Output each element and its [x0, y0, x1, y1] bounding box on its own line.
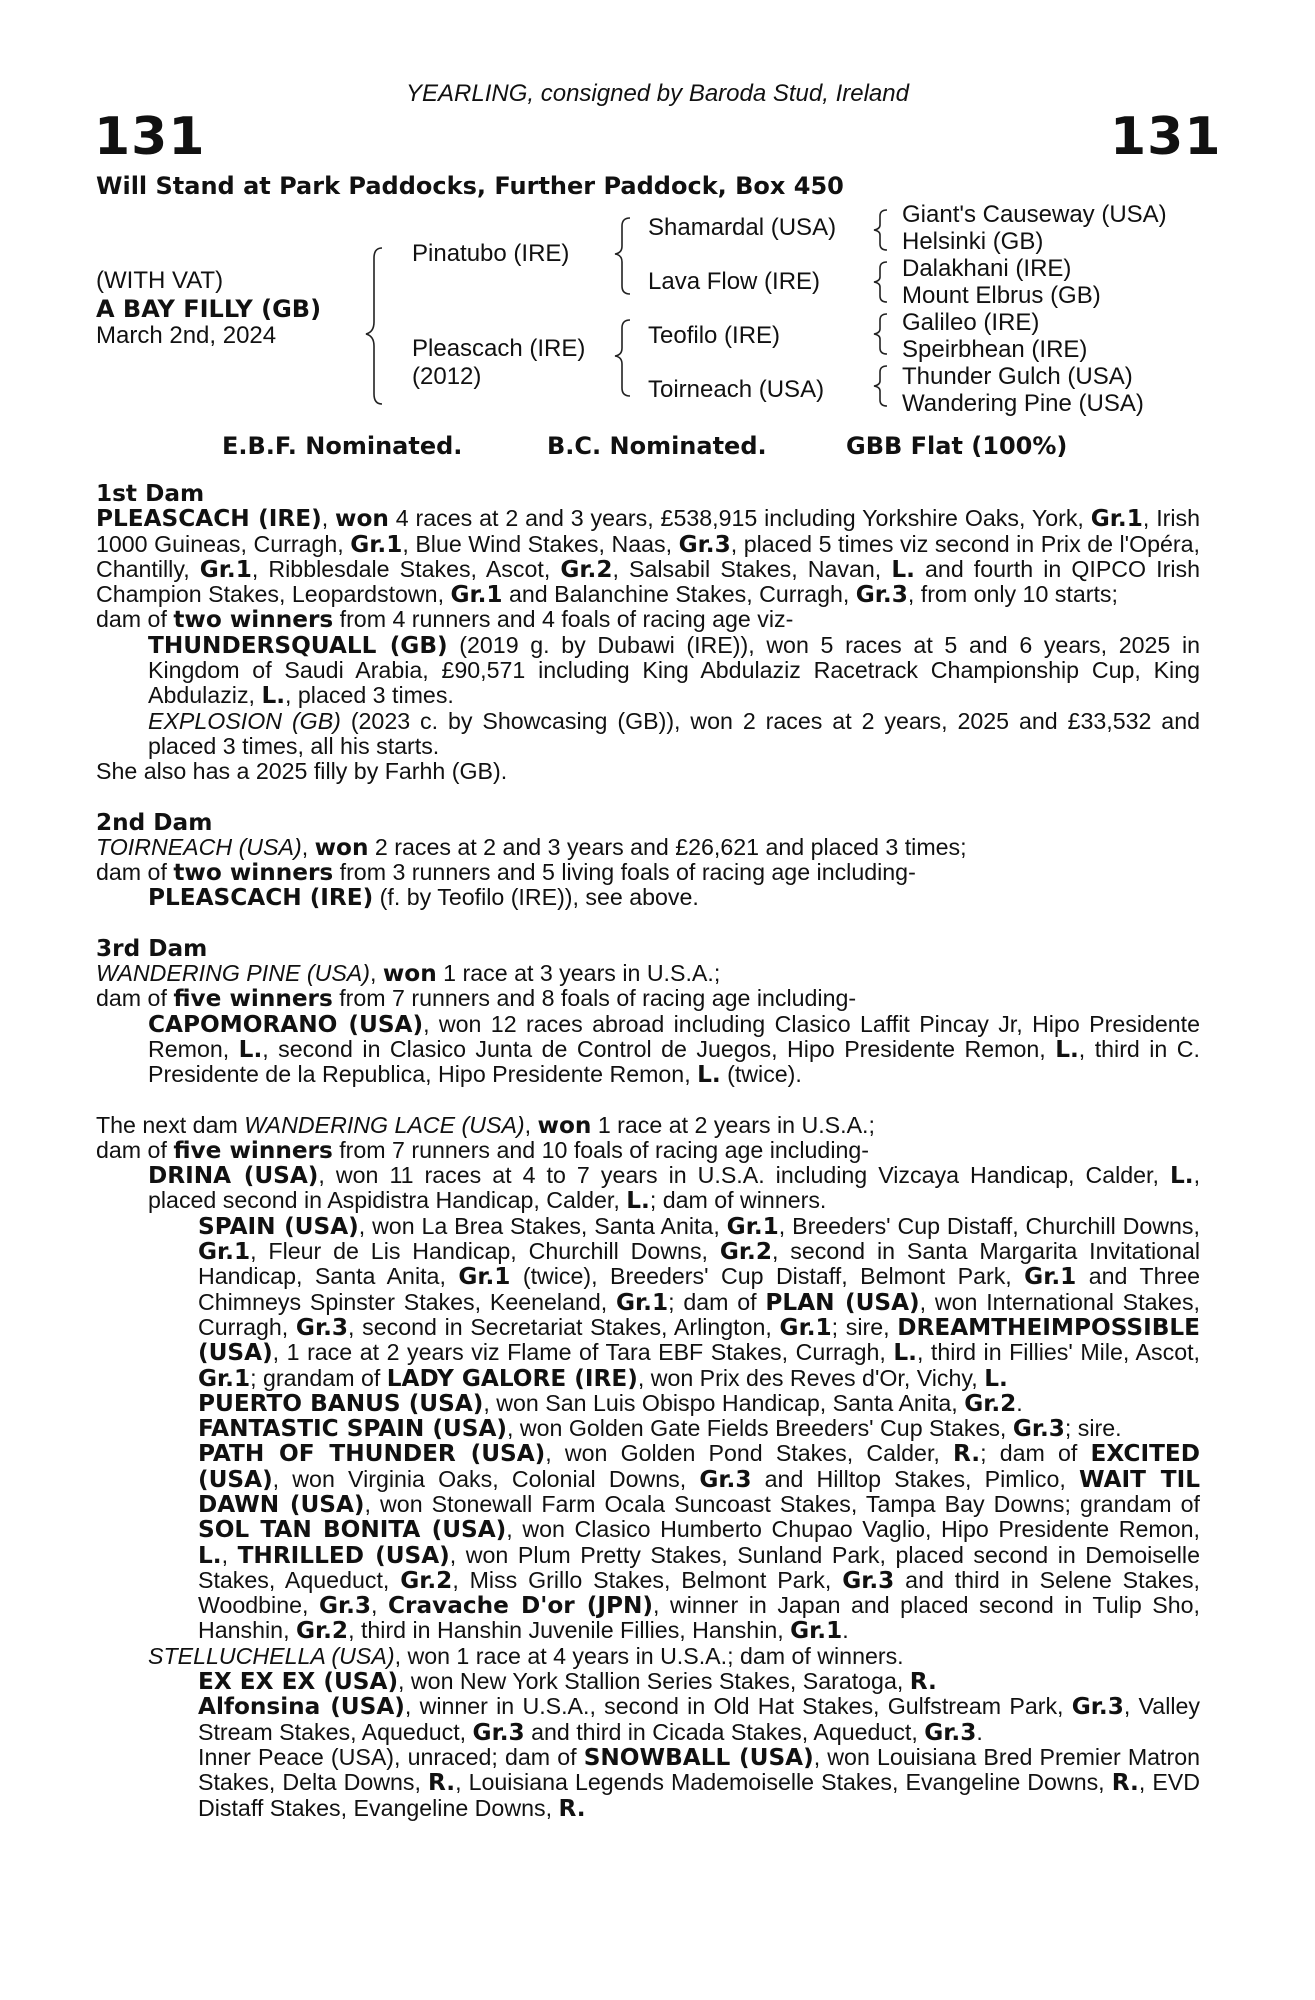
produce-thundersquall: THUNDERSQUALL (GB) (2019 g. by Dubawi (IRE)), won 5 races at 5 and 6 years, 2025 in Kingdom of Saudi Arabia, £90,571 including King Abdulaziz Racetrack Championship Cup, King Abdulaziz, L., placed 3 times.: [148, 631, 1200, 710]
section-heading-3rd-dam: 3rd Dam: [96, 934, 208, 962]
sire-sire: Shamardal (USA): [648, 214, 837, 241]
section-heading-2nd-dam: 2nd Dam: [96, 808, 213, 836]
first-dam-paragraph: PLEASCACH (IRE), won 4 races at 2 and 3 years, £538,915 including Yorkshire Oaks, York, Gr.1, Irish 1000 Guineas, Curragh, Gr.1, Blue Wind Stakes, Naas, Gr.3, placed 5 times viz second in Prix de l'Opéra, Chantilly, Gr.1, Ribblesdale Stakes, Ascot, Gr.2, Salsabil Stakes, Navan, L. and fourth in QIPCO Irish Champion Stakes, Leopardstown, Gr.1 and Balanchine Stakes, Curragh, Gr.3, from only 10 starts;: [96, 505, 1200, 609]
catalogue-body: [96, 481, 1200, 1821]
produce-alfonsina: Alfonsina (USA), winner in U.S.A., second in Old Hat Stakes, Gulfstream Park, Gr.3, Valley Stream Stakes, Aqueduct, Gr.3 and third in Cicada Stakes, Aqueduct, Gr.3.: [198, 1693, 1200, 1746]
lot-number-left: 131: [94, 107, 206, 167]
ancestor-1: Giant's Causeway (USA): [902, 201, 1167, 228]
vat-note: (WITH VAT): [96, 267, 224, 294]
dam-sire: Teofilo (IRE): [648, 322, 781, 349]
produce-spain: SPAIN (USA), won La Brea Stakes, Santa Anita, Gr.1, Breeders' Cup Distaff, Churchill Downs, Gr.1, Fleur de Lis Handicap, Churchill Downs, Gr.2, second in Santa Margarita Invitational Handicap, Santa Anita, Gr.1 (twice), Breeders' Cup Distaff, Belmont Park, Gr.1 and Three Chimneys Spinster Stakes, Keeneland, Gr.1; dam of PLAN (USA), won International Stakes, Curragh, Gr.3, second in Secretariat Stakes, Arlington, Gr.1; sire, DREAMTHEIMPOSSIBLE (USA), 1 race at 2 years viz Flame of Tara EBF Stakes, Curragh, L., third in Fillies' Mile, Ascot, Gr.1; grandam of LADY GALORE (IRE), won Prix des Reves d'Or, Vichy, L.: [198, 1212, 1201, 1392]
ancestor-3: Dalakhani (IRE): [902, 255, 1072, 282]
second-dam-paragraph: TOIRNEACH (USA), won 2 races at 2 and 3 years and £26,621 and placed 3 times;: [96, 833, 967, 861]
ancestor-7: Thunder Gulch (USA): [902, 363, 1133, 390]
produce-drina: DRINA (USA), won 11 races at 4 to 7 years in U.S.A. including Vizcaya Handicap, Calder, L., placed second in Aspidistra Handicap, Calder, L.; dam of winners.: [148, 1162, 1201, 1215]
produce-pleascach: PLEASCACH (IRE) (f. by Teofilo (IRE)), see above.: [148, 884, 699, 912]
ancestor-2: Helsinki (GB): [902, 228, 1044, 255]
second-dam-produce-intro: dam of two winners from 3 runners and 5 living foals of racing age including-: [96, 859, 916, 887]
dam-year: (2012): [412, 363, 482, 390]
first-dam-produce-intro: dam of two winners from 4 runners and 4 foals of racing age viz-: [96, 606, 794, 634]
third-dam-produce-intro: dam of five winners from 7 runners and 8 foals of racing age including-: [96, 985, 857, 1013]
next-dam-paragraph: The next dam WANDERING LACE (USA), won 1 race at 2 years in U.S.A.;: [96, 1111, 875, 1139]
next-dam-produce-intro: dam of five winners from 7 runners and 10 foals of racing age including-: [96, 1136, 869, 1164]
ancestor-5: Galileo (IRE): [902, 309, 1040, 336]
produce-fantastic-spain: FANTASTIC SPAIN (USA), won Golden Gate Fields Breeders' Cup Stakes, Gr.3; sire.: [198, 1415, 1122, 1443]
consignment-line: YEARLING, consigned by Baroda Stud, Ireland: [406, 80, 909, 107]
third-dam-paragraph: WANDERING PINE (USA), won 1 race at 3 years in U.S.A.;: [96, 960, 721, 988]
produce-ex-ex-ex: EX EX EX (USA), won New York Stallion Series Stakes, Saratoga, R.: [198, 1668, 937, 1696]
sire-name: Pinatubo (IRE): [412, 240, 570, 267]
dam-dam: Toirneach (USA): [648, 376, 825, 403]
section-heading-1st-dam: 1st Dam: [96, 480, 205, 507]
produce-path-of-thunder: PATH OF THUNDER (USA), won Golden Pond Stakes, Calder, R.; dam of EXCITED (USA), won Virginia Oaks, Colonial Downs, Gr.3 and Hilltop Stakes, Pimlico, WAIT TIL DAWN (USA), won Stonewall Farm Ocala Suncoast Stakes, Tampa Bay Downs; grandam of SOL TAN BONITA (USA), won Clasico Humberto Chupao Vaglio, Hipo Presidente Remon, L., THRILLED (USA), won Plum Pretty Stakes, Sunland Park, placed second in Demoiselle Stakes, Aqueduct, Gr.2, Miss Grillo Stakes, Belmont Park, Gr.3 and third in Selene Stakes, Woodbine, Gr.3, Cravache D'or (JPN), winner in Japan and placed second in Tulip Sho, Hanshin, Gr.2, third in Hanshin Juvenile Fillies, Hanshin, Gr.1.: [198, 1440, 1200, 1645]
bc-nomination: B.C. Nominated.: [547, 432, 767, 460]
produce-capomorano: CAPOMORANO (USA), won 12 races abroad including Clasico Laffit Pincay Jr, Hipo Presidente Remon, L., second in Clasico Junta de Control de Juegos, Hipo Presidente Remon, L., third in C. Presidente de la Republica, Hipo Presidente Remon, L. (twice).: [148, 1010, 1200, 1089]
sire-dam: Lava Flow (IRE): [648, 268, 821, 295]
ancestor-4: Mount Elbrus (GB): [902, 282, 1101, 309]
produce-note: She also has a 2025 filly by Farhh (GB).: [96, 758, 508, 785]
gbb-flat: GBB Flat (100%): [846, 432, 1068, 460]
ancestor-6: Speirbhean (IRE): [902, 336, 1088, 363]
foaled-date: March 2nd, 2024: [96, 322, 277, 349]
produce-inner-peace: Inner Peace (USA), unraced; dam of SNOWBALL (USA), won Louisiana Bred Premier Matron Stakes, Delta Downs, R., Louisiana Legends Mademoiselle Stakes, Evangeline Downs, R., EVD Distaff Stakes, Evangeline Downs, R.: [198, 1743, 1201, 1822]
horse-name: A BAY FILLY (GB): [96, 295, 322, 323]
location-line: Will Stand at Park Paddocks, Further Paddock, Box 450: [96, 172, 844, 200]
dam-name: Pleascach (IRE): [412, 335, 586, 362]
produce-explosion: EXPLOSION (GB) (2023 c. by Showcasing (GB)), won 2 races at 2 years, 2025 and £33,532 and placed 3 times, all his starts.: [148, 707, 1200, 759]
ebf-nomination: E.B.F. Nominated.: [222, 432, 463, 460]
ancestor-8: Wandering Pine (USA): [902, 390, 1144, 417]
lot-number-right: 131: [1110, 107, 1222, 167]
produce-stelluchella: STELLUCHELLA (USA), won 1 race at 4 years in U.S.A.; dam of winners.: [148, 1642, 904, 1669]
produce-puerto-banus: PUERTO BANUS (USA), won San Luis Obispo Handicap, Santa Anita, Gr.2.: [198, 1389, 1023, 1417]
